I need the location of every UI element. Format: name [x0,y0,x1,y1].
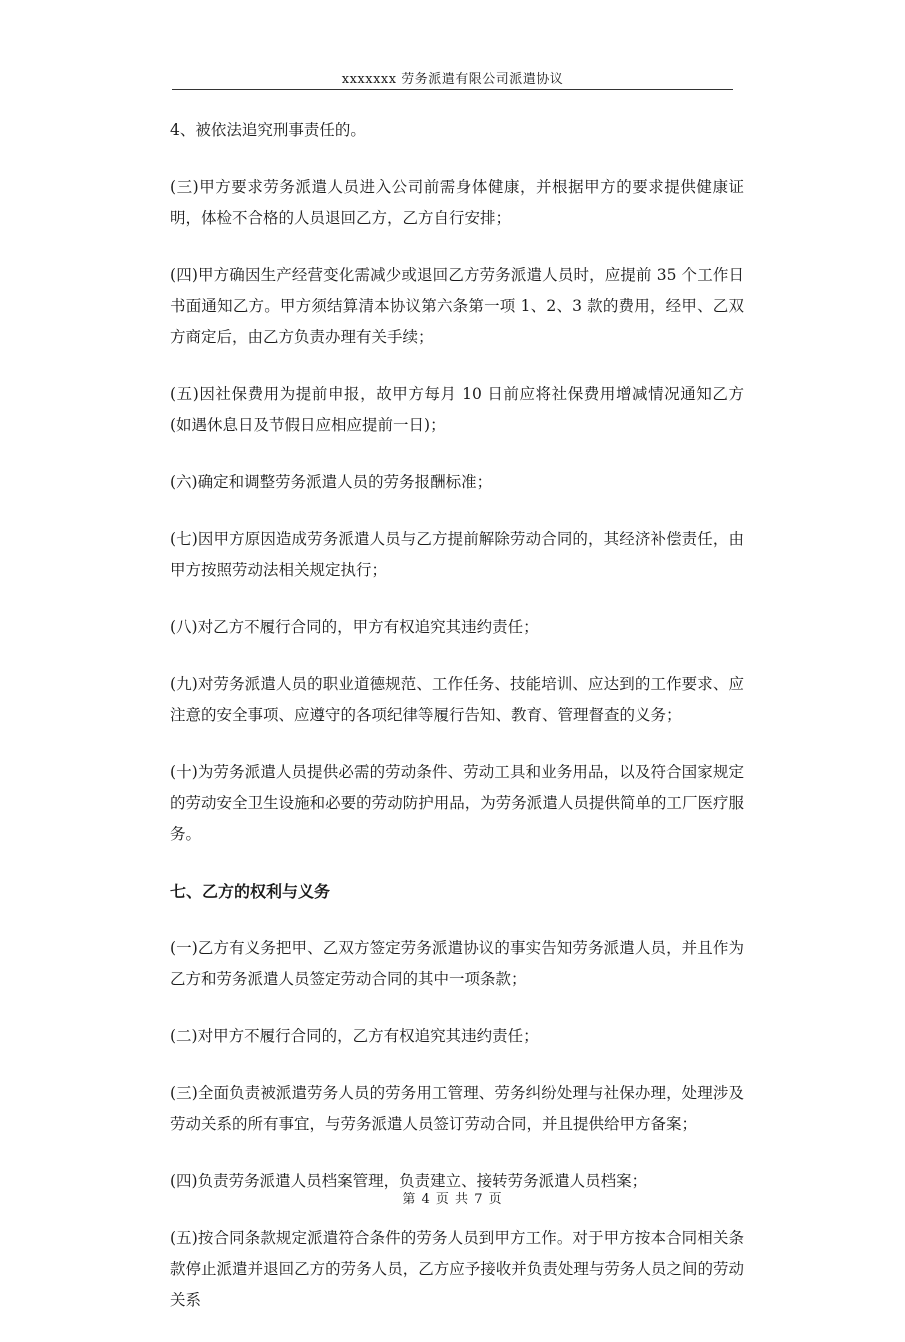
party-b-clause-2: (二)对甲方不履行合同的，乙方有权追究其违约责任； [170,1027,539,1045]
party-b-clause-4: (四)负责劳务派遣人员档案管理，负责建立、接转劳务派遣人员档案； [170,1172,648,1190]
section-heading-party-b-rights: 七、乙方的权利与义务 [170,882,331,901]
clause-3-health-requirement: (三)甲方要求劳务派遣人员进入公司前需身体健康，并根据甲方的要求提供健康证明，体检不合格的人员退回乙方，乙方自行安排； [170,178,744,227]
party-b-clause-3: (三)全面负责被派遣劳务人员的劳务用工管理、劳务纠纷处理与社保办理，处理涉及劳动关系的所有事宜，与劳务派遣人员签订劳动合同，并且提供给甲方备案； [170,1084,744,1133]
clause-6-remuneration-standard: (六)确定和调整劳务派遣人员的劳务报酬标准； [170,473,493,491]
clause-7-termination-compensation: (七)因甲方原因造成劳务派遣人员与乙方提前解除劳动合同的，其经济补偿责任，由甲方按照劳动法相关规定执行； [170,530,744,579]
page-number: 第 4 页 共 7 页 [402,1192,503,1207]
clause-4-reduction-notice: (四)甲方确因生产经营变化需减少或退回乙方劳务派遣人员时，应提前 35 个工作日书面通知乙方。甲方须结算清本协议第六条第一项 1、2、3 款的费用，经甲、乙双方商定后，由乙方负责办理有关手续； [170,266,744,346]
page-header-title: xxxxxxx 劳务派遣有限公司派遣协议 [341,72,564,87]
document-body [170,115,744,1342]
party-b-clause-1: (一)乙方有义务把甲、乙双方签定劳务派遣协议的事实告知劳务派遣人员，并且作为乙方和劳务派遣人员签定劳动合同的其中一项条款； [170,939,744,988]
clause-10-working-conditions: (十)为劳务派遣人员提供必需的劳动条件、劳动工具和业务用品，以及符合国家规定的劳动安全卫生设施和必要的劳动防护用品，为劳务派遣人员提供简单的工厂医疗服务。 [170,763,744,843]
header-divider [172,89,733,90]
party-b-clause-5: (五)按合同条款规定派遣符合条件的劳务人员到甲方工作。对于甲方按本合同相关条款停止派遣并退回乙方的劳务人员，乙方应予接收并负责处理与劳务人员之间的劳动关系 [170,1229,744,1309]
clause-9-conduct-notification: (九)对劳务派遣人员的职业道德规范、工作任务、技能培训、应达到的工作要求、应注意的安全事项、应遵守的各项纪律等履行告知、教育、管理督查的义务； [170,675,744,724]
clause-4-criminal-liability: 4、被依法追究刑事责任的。 [170,121,366,139]
clause-5-social-insurance: (五)因社保费用为提前申报，故甲方每月 10 日前应将社保费用增减情况通知乙方(如遇休息日及节假日应相应提前一日)； [170,385,744,434]
clause-8-breach-liability: (八)对乙方不履行合同的，甲方有权追究其违约责任； [170,618,539,636]
